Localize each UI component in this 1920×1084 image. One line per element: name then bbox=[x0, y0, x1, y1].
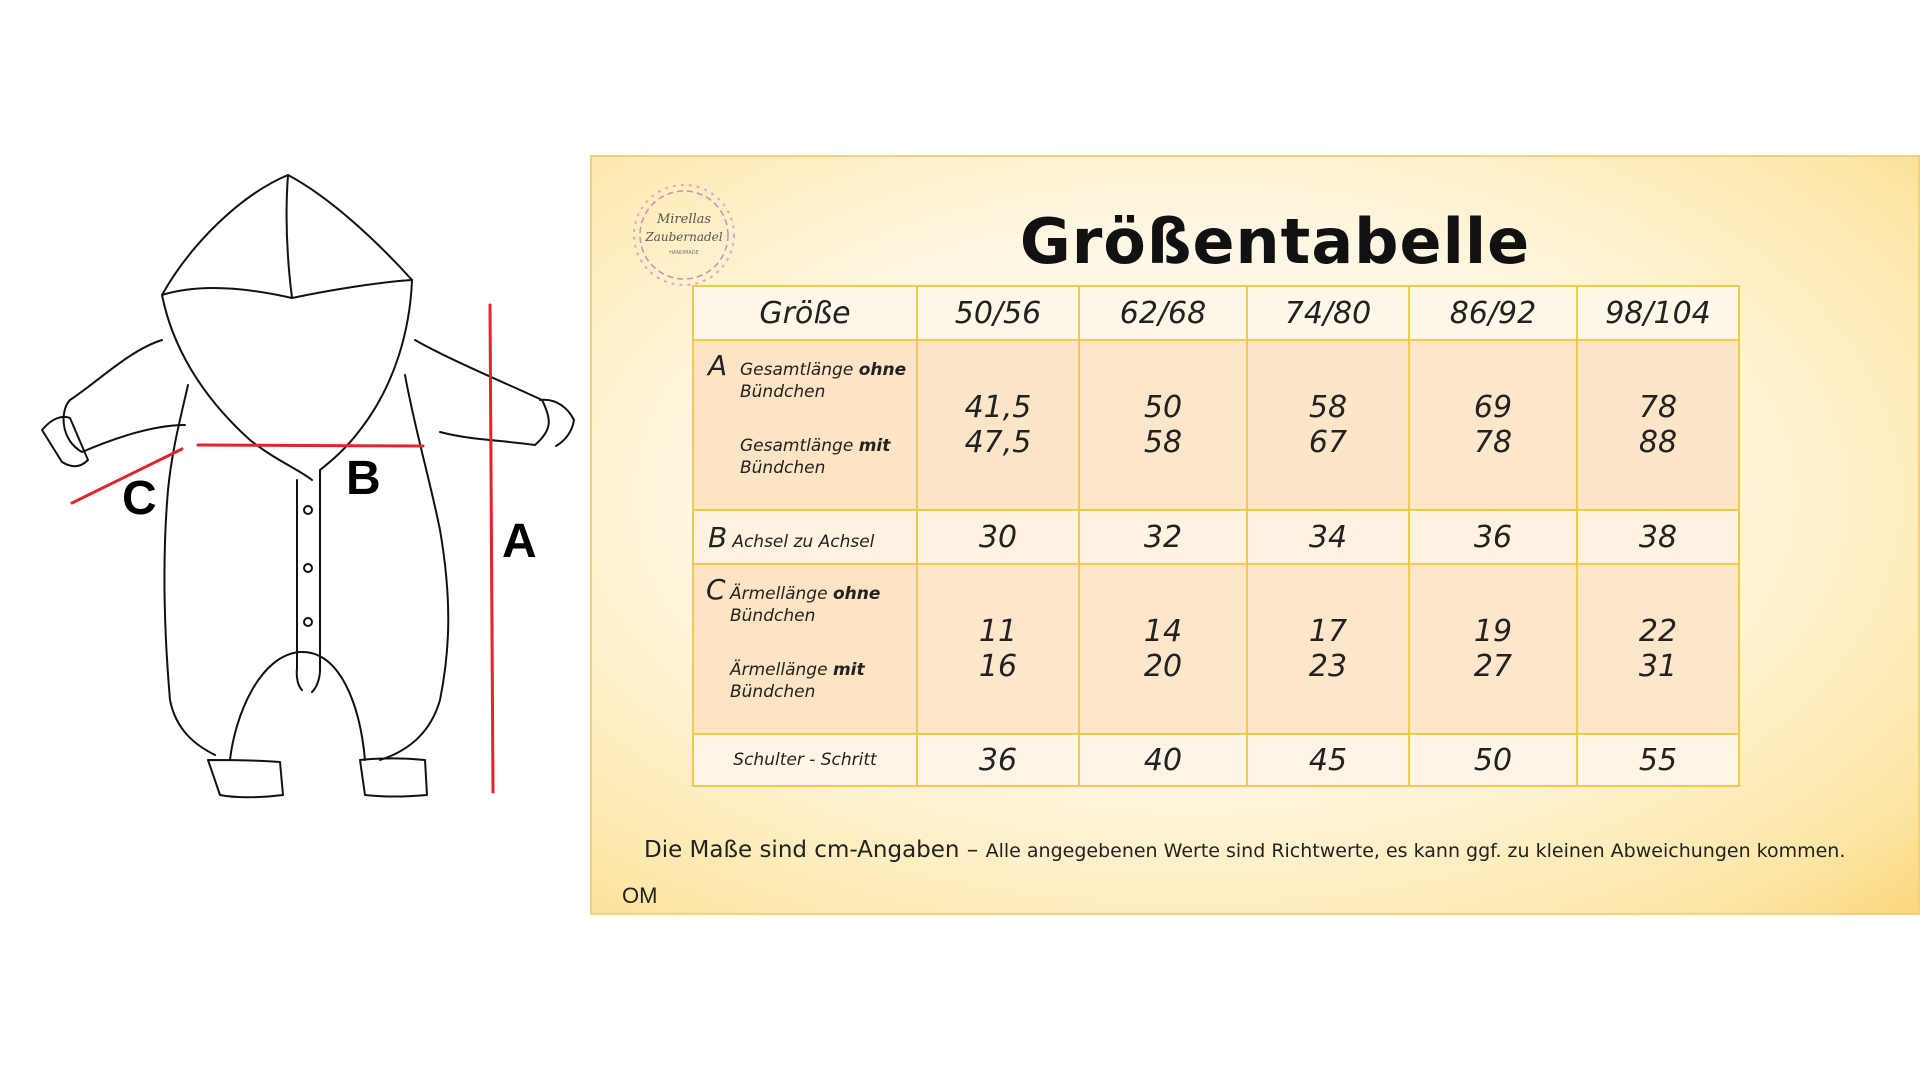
measure-line-b bbox=[198, 445, 423, 446]
c-with-2: 20 bbox=[1143, 649, 1183, 684]
a-without-2: 50 bbox=[1143, 390, 1183, 425]
c-without-5: 22 bbox=[1638, 614, 1678, 649]
c-without-2: 14 bbox=[1143, 614, 1183, 649]
logo-line1: Mirellas bbox=[656, 212, 712, 227]
row-c-size-5 bbox=[1577, 564, 1739, 734]
right-leg-cuff bbox=[360, 759, 427, 797]
logo-line2: Zaubernadel bbox=[645, 230, 723, 244]
table-row-b bbox=[693, 510, 1739, 564]
row-a-size-4 bbox=[1409, 340, 1577, 510]
b-value-1: 30 bbox=[917, 510, 1079, 564]
footnote-rest: Alle angegebenen Werte sind Richtwerte, es kann ggf. zu kleinen Abweichungen kommen. bbox=[985, 840, 1846, 862]
snap-button-3 bbox=[304, 618, 312, 626]
a-without-3: 58 bbox=[1308, 390, 1348, 425]
row-a-label-2: Gesamtlänge mit Bündchen bbox=[740, 436, 891, 478]
header-size-3: 74/80 bbox=[1247, 286, 1409, 340]
size-chart-card bbox=[590, 155, 1920, 915]
row-c-label-1: Ärmellänge ohne Bündchen bbox=[730, 584, 881, 626]
a-without-5: 78 bbox=[1638, 390, 1678, 425]
header-size-5: 98/104 bbox=[1577, 286, 1739, 340]
shoulder-value-1: 36 bbox=[917, 734, 1079, 786]
a-without-4: 69 bbox=[1473, 390, 1513, 425]
row-c-size-1 bbox=[917, 564, 1079, 734]
hood-seam bbox=[287, 175, 292, 298]
row-a-size-3 bbox=[1247, 340, 1409, 510]
placket-right bbox=[312, 470, 320, 692]
left-sleeve bbox=[64, 340, 185, 452]
a-without-1: 41,5 bbox=[964, 390, 1032, 425]
header-row bbox=[693, 286, 1739, 340]
row-b-letter: B bbox=[708, 520, 728, 554]
row-shoulder-text: Schulter - Schritt bbox=[733, 750, 877, 770]
table-row-a bbox=[693, 340, 1739, 510]
footnote bbox=[644, 837, 1904, 863]
a-with-4: 78 bbox=[1473, 425, 1513, 460]
b-value-2: 32 bbox=[1079, 510, 1247, 564]
header-size-4: 86/92 bbox=[1409, 286, 1577, 340]
table-row-c bbox=[693, 564, 1739, 734]
row-c-size-2 bbox=[1079, 564, 1247, 734]
row-a-letter: A bbox=[708, 349, 728, 382]
b-value-3: 34 bbox=[1247, 510, 1409, 564]
row-a-size-5 bbox=[1577, 340, 1739, 510]
c-without-1: 11 bbox=[978, 614, 1018, 649]
hood-inner-right bbox=[320, 280, 412, 470]
row-a-size-1 bbox=[917, 340, 1079, 510]
row-c-label-2: Ärmellänge mit Bündchen bbox=[730, 660, 865, 702]
letter-c: C bbox=[122, 472, 157, 525]
header-size-2: 62/68 bbox=[1079, 286, 1247, 340]
snap-button-1 bbox=[304, 506, 312, 514]
c-without-4: 19 bbox=[1473, 614, 1513, 649]
table-row-shoulder bbox=[693, 734, 1739, 786]
footnote-main: Die Maße sind cm-Angaben – bbox=[644, 837, 986, 863]
row-c-label bbox=[693, 564, 917, 734]
row-shoulder-label bbox=[693, 734, 917, 786]
shoulder-value-3: 45 bbox=[1247, 734, 1409, 786]
c-with-1: 16 bbox=[978, 649, 1018, 684]
c-with-4: 27 bbox=[1473, 649, 1513, 684]
row-a-label-1: Gesamtlänge ohne Bündchen bbox=[740, 360, 907, 402]
row-c-letter: C bbox=[706, 573, 726, 606]
a-with-5: 88 bbox=[1638, 425, 1678, 460]
hood-inner-left bbox=[162, 295, 312, 480]
a-with-3: 67 bbox=[1308, 425, 1348, 460]
hood-opening bbox=[162, 280, 412, 298]
size-table bbox=[692, 285, 1740, 787]
body-right bbox=[380, 375, 448, 760]
shoulder-value-5: 55 bbox=[1577, 734, 1739, 786]
row-b-label bbox=[693, 510, 917, 564]
b-value-4: 36 bbox=[1409, 510, 1577, 564]
header-size-label: Größe bbox=[693, 286, 917, 340]
chart-title: Größentabelle bbox=[1019, 205, 1531, 278]
shoulder-value-2: 40 bbox=[1079, 734, 1247, 786]
letter-b: B bbox=[346, 452, 381, 505]
row-b-text: Achsel zu Achsel bbox=[732, 531, 875, 552]
shoulder-value-4: 50 bbox=[1409, 734, 1577, 786]
row-a-label bbox=[693, 340, 917, 510]
om-mark: OM bbox=[622, 883, 658, 908]
body-left bbox=[164, 385, 215, 755]
row-c-size-3 bbox=[1247, 564, 1409, 734]
logo-line3: HANDMADE bbox=[669, 250, 699, 256]
snap-button-2 bbox=[304, 564, 312, 572]
b-value-5: 38 bbox=[1577, 510, 1739, 564]
romper-illustration bbox=[0, 0, 600, 1080]
left-leg-cuff bbox=[208, 760, 283, 797]
c-with-3: 23 bbox=[1308, 649, 1348, 684]
c-with-5: 31 bbox=[1638, 649, 1678, 684]
placket-left bbox=[297, 480, 302, 690]
c-without-3: 17 bbox=[1308, 614, 1348, 649]
header-size-1: 50/56 bbox=[917, 286, 1079, 340]
left-cuff bbox=[42, 417, 88, 466]
right-sleeve bbox=[415, 340, 549, 445]
a-with-2: 58 bbox=[1143, 425, 1183, 460]
letter-a: A bbox=[502, 515, 537, 568]
row-c-size-4 bbox=[1409, 564, 1577, 734]
a-with-1: 47,5 bbox=[964, 425, 1032, 460]
row-a-size-2 bbox=[1079, 340, 1247, 510]
